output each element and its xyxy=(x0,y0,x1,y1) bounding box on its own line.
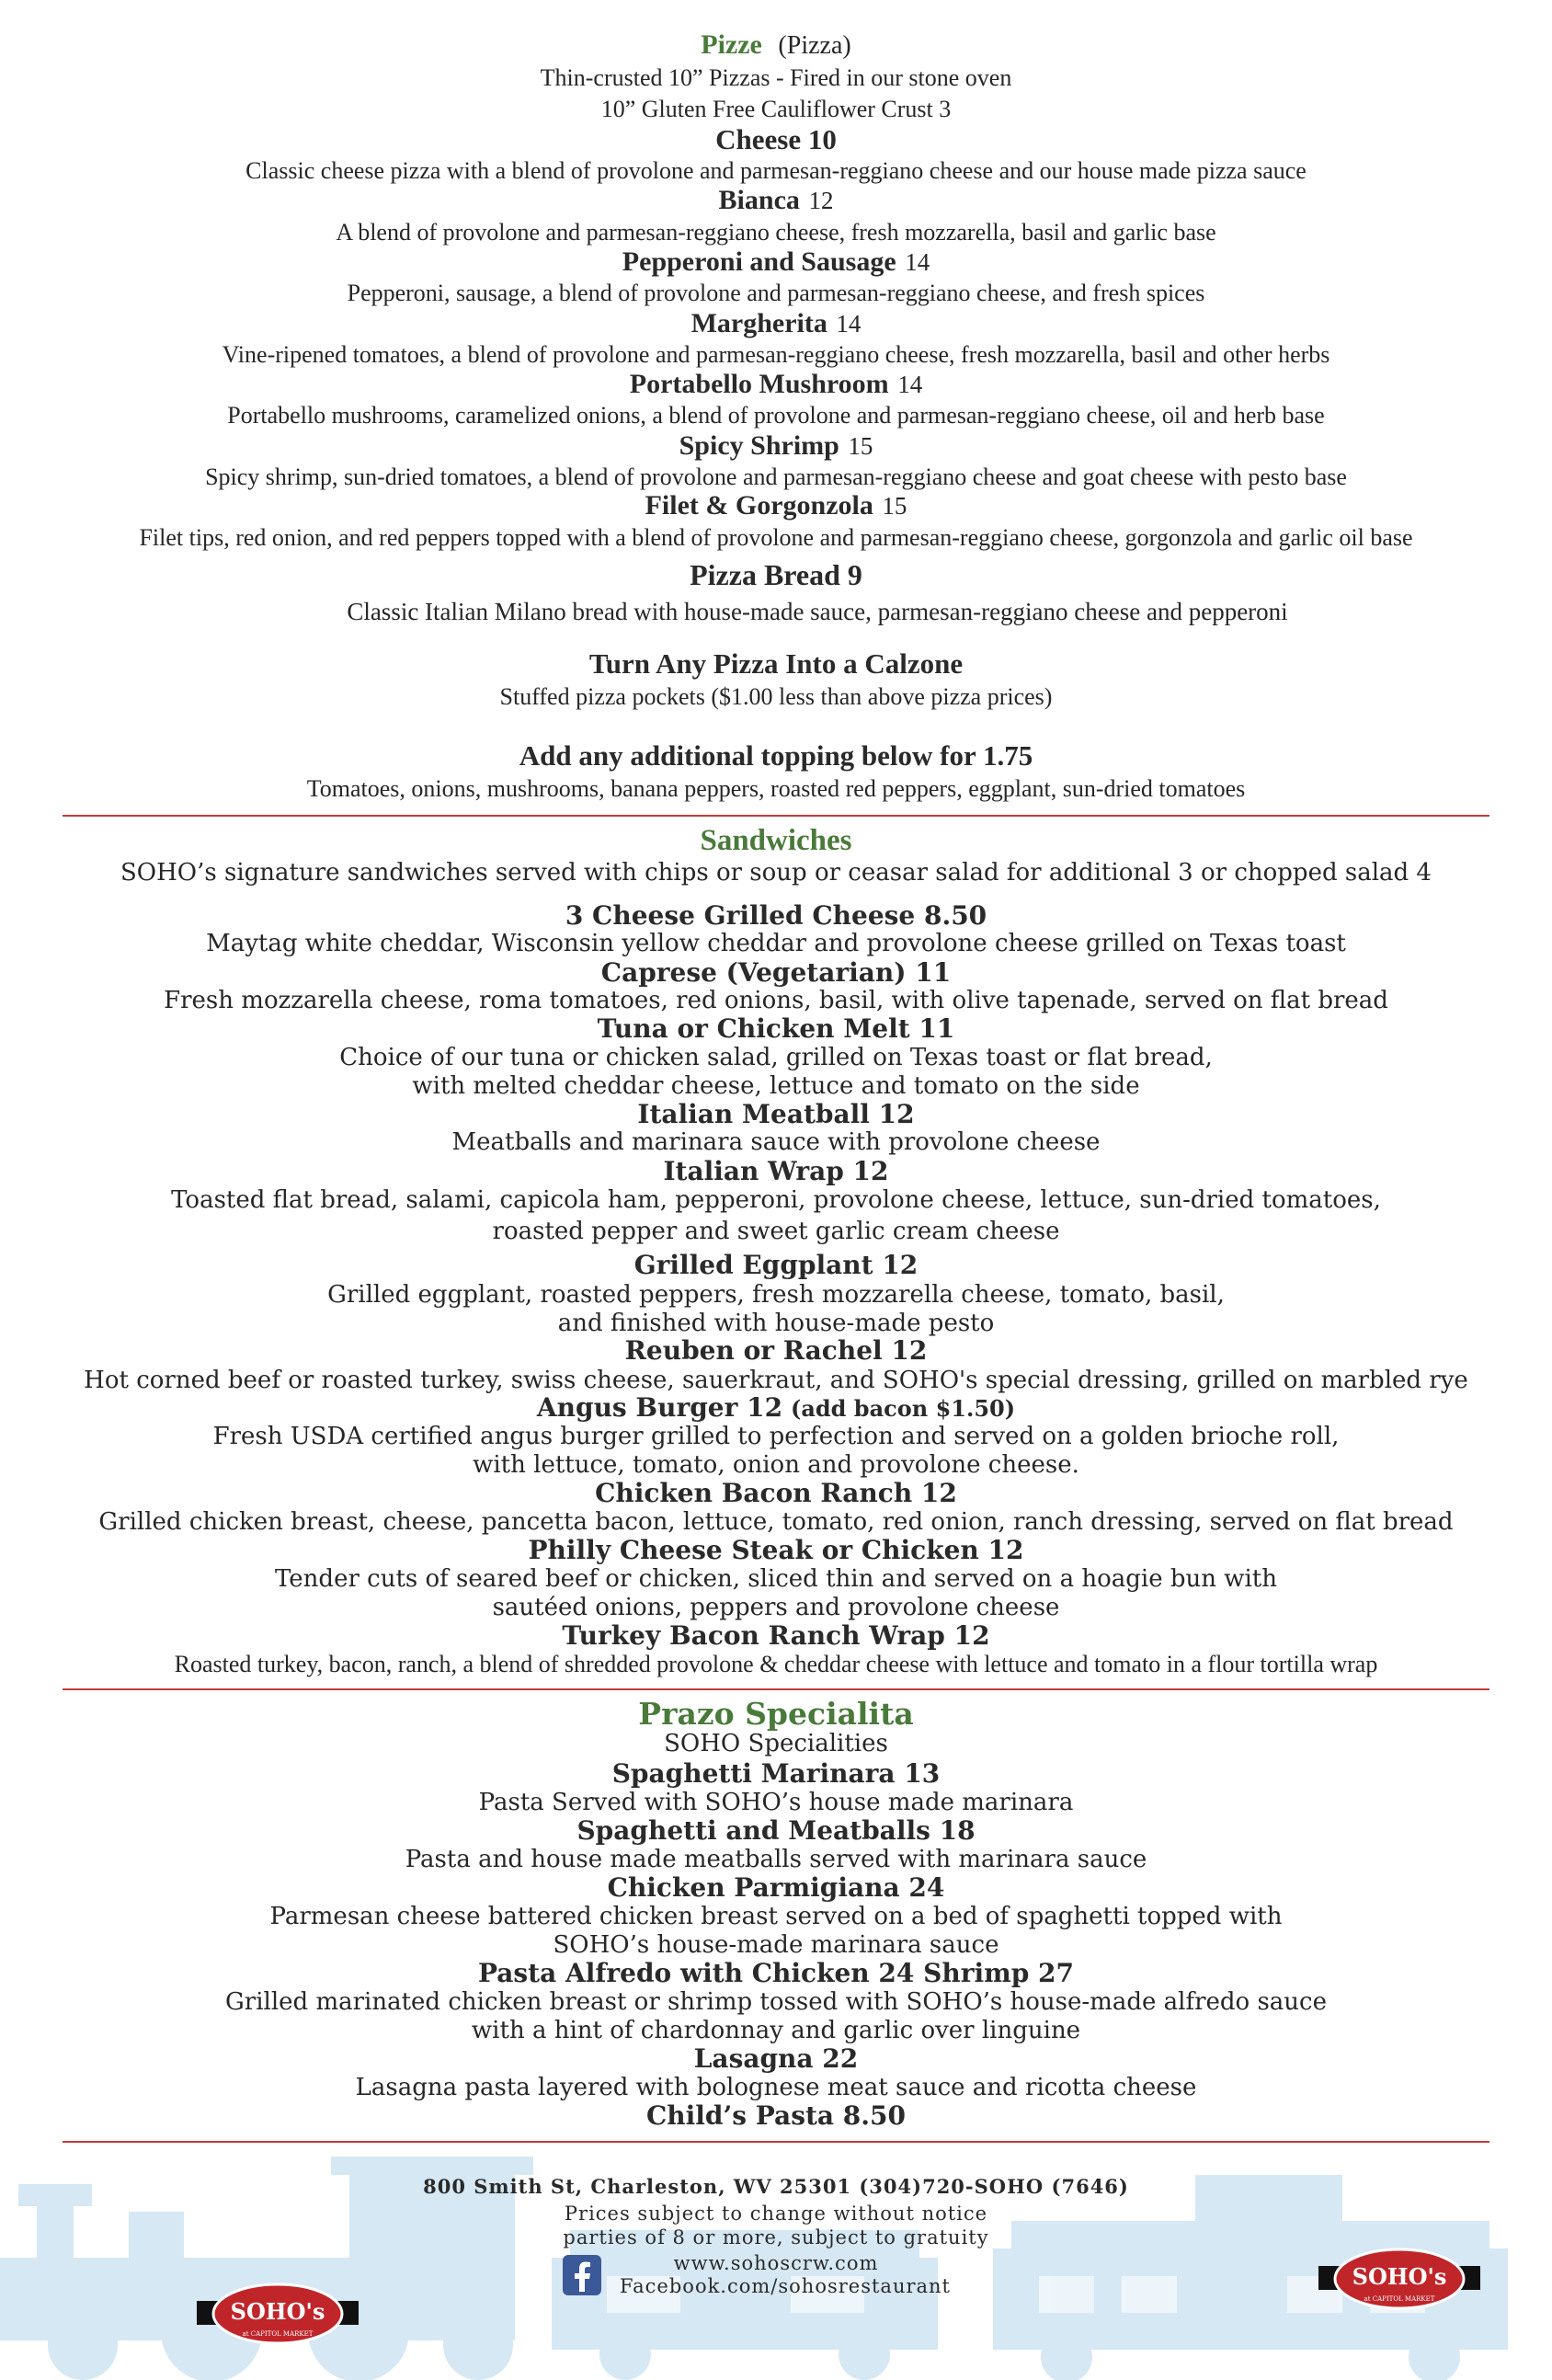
pizza-item-desc: Filet tips, red onion, and red peppers topped with a blend of provolone and parmesan-reggiano cheese, gorgonzola and garlic oil base xyxy=(139,524,1413,551)
sandwich-item-desc: Toasted flat bread, salami, capicola ham, pepperoni, provolone cheese, lettuce, sun-dried tomatoes, xyxy=(171,1186,1381,1214)
sandwich-item-desc: sautéed onions, peppers and provolone cheese xyxy=(492,1594,1060,1621)
sandwich-item-desc: Fresh mozzarella cheese, roma tomatoes, red onions, basil, with olive tapenade, served on flat bread xyxy=(164,987,1388,1014)
section-divider xyxy=(63,815,1489,817)
pizza-item-name: Portabello Mushroom 14 xyxy=(629,369,923,399)
topping-title: Add any additional topping below for 1.75 xyxy=(519,739,1033,772)
pizza-item-desc: A blend of provolone and parmesan-reggiano cheese, fresh mozzarella, basil and garlic base xyxy=(336,219,1216,246)
sandwich-item-desc: and finished with house-made pesto xyxy=(557,1310,995,1337)
sandwiches-intro: SOHO’s signature sandwiches served with chips or soup or ceasar salad for additional 3 or chopped salad 4 xyxy=(120,859,1432,887)
sandwich-item-desc: Grilled chicken breast, cheese, pancetta bacon, lettuce, tomato, red onion, ranch dressing, served on flat bread xyxy=(98,1508,1454,1536)
sandwich-item-name: Italian Meatball 12 xyxy=(637,1099,915,1129)
footer-facebook[interactable]: Facebook.com/sohosrestaurant xyxy=(620,2275,951,2297)
soho-logo-right xyxy=(1318,2244,1480,2319)
pizza-item-desc: Classic cheese pizza with a blend of provolone and parmesan-reggiano cheese and our house made pizza sauce xyxy=(245,157,1307,184)
pizza-item-name: Bianca 12 xyxy=(718,185,834,215)
sandwich-item-name: Tuna or Chicken Melt 11 xyxy=(597,1013,955,1044)
topping-desc: Tomatoes, onions, mushrooms, banana peppers, roasted red peppers, eggplant, sun-dried tomatoes xyxy=(306,775,1246,802)
specialita-item-name: Pasta Alfredo with Chicken 24 Shrimp 27 xyxy=(477,1958,1075,1988)
calzone-desc: Stuffed pizza pockets ($1.00 less than above pizza prices) xyxy=(499,683,1053,710)
sandwiches-title: Sandwiches xyxy=(700,824,852,857)
specialita-item-name: Spaghetti and Meatballs 18 xyxy=(576,1815,976,1846)
sandwich-item-desc: Grilled eggplant, roasted peppers, fresh mozzarella cheese, tomato, basil, xyxy=(327,1281,1225,1309)
section-divider xyxy=(63,2141,1489,2143)
sandwich-item-desc: Hot corned beef or roasted turkey, swiss cheese, sauerkraut, and SOHO's special dressing, grilled on marbled rye xyxy=(84,1367,1468,1394)
pizza-intro-1: Thin-crusted 10” Pizzas - Fired in our stone oven xyxy=(540,64,1012,91)
footer-address: 800 Smith St, Charleston, WV 25301 (304)720-SOHO (7646) xyxy=(423,2175,1129,2198)
svg-text:at CAPITOL MARKET: at CAPITOL MARKET xyxy=(242,2330,314,2338)
pizza-bread-desc: Classic Italian Milano bread with house-made sauce, parmesan-reggiano cheese and pepperoni xyxy=(347,598,1288,625)
specialita-item-desc: SOHO’s house-made marinara sauce xyxy=(553,1931,999,1959)
footer-gratuity-note: parties of 8 or more, subject to gratuity xyxy=(563,2226,989,2248)
specialita-item-desc: Lasagna pasta layered with bolognese meat sauce and ricotta cheese xyxy=(355,2074,1197,2101)
sandwich-item-name: Grilled Eggplant 12 xyxy=(633,1250,919,1280)
footer-website[interactable]: www.sohoscrw.com xyxy=(673,2252,879,2274)
footer-prices-note: Prices subject to change without notice xyxy=(564,2203,988,2225)
facebook-icon[interactable] xyxy=(563,2255,601,2295)
specialita-item-name: Lasagna 22 xyxy=(693,2043,859,2074)
specialita-item-name: Spaghetti Marinara 13 xyxy=(611,1758,941,1789)
sandwich-item-desc: Roasted turkey, bacon, ranch, a blend of shredded provolone & cheddar cheese with lettuce and tomato in a flour tortilla wrap xyxy=(174,1651,1378,1677)
specialita-item-name: Child’s Pasta 8.50 xyxy=(646,2100,906,2131)
pizza-intro-2: 10” Gluten Free Cauliflower Crust 3 xyxy=(600,96,952,122)
sandwich-item-desc: Fresh USDA certified angus burger grilled to perfection and served on a golden brioche roll, xyxy=(212,1423,1340,1450)
section-divider xyxy=(63,1688,1489,1690)
svg-text:SOHO's: SOHO's xyxy=(1352,2263,1447,2290)
pizza-item-name: Filet & Gorgonzola 15 xyxy=(645,490,907,521)
sandwich-item-name: Chicken Bacon Ranch 12 xyxy=(595,1478,957,1508)
pizza-subtitle: (Pizza) xyxy=(778,31,851,60)
pizza-item-name: Margherita 14 xyxy=(690,308,862,338)
sandwich-item-desc: Maytag white cheddar, Wisconsin yellow cheddar and provolone cheese grilled on Texas toast xyxy=(206,930,1346,957)
sandwich-item-name: Angus Burger 12 (add bacon $1.50) xyxy=(536,1392,1016,1423)
sandwich-item-desc: roasted pepper and sweet garlic cream cheese xyxy=(492,1218,1060,1245)
pizza-section-title xyxy=(0,31,1552,59)
specialita-title: Prazo Specialita xyxy=(638,1696,914,1732)
pizza-item-name: Pepperoni and Sausage 14 xyxy=(622,246,930,277)
svg-text:SOHO's: SOHO's xyxy=(230,2298,325,2325)
pizza-item-name: Spicy Shrimp 15 xyxy=(679,430,873,461)
pizza-title: Pizze xyxy=(701,29,762,60)
sandwich-item-desc: Choice of our tuna or chicken salad, grilled on Texas toast or flat bread, xyxy=(339,1044,1213,1071)
sandwich-item-name: 3 Cheese Grilled Cheese 8.50 xyxy=(565,900,987,931)
pizza-bread-title: Pizza Bread 9 xyxy=(690,558,862,591)
sandwich-item-desc: with lettuce, tomato, onion and provolone cheese. xyxy=(473,1451,1079,1479)
sandwich-item-name: Italian Wrap 12 xyxy=(663,1156,889,1186)
sandwich-item-name: Philly Cheese Steak or Chicken 12 xyxy=(528,1535,1024,1565)
sandwich-item-desc: Meatballs and marinara sauce with provolone cheese xyxy=(451,1128,1101,1156)
specialita-item-desc: Parmesan cheese battered chicken breast served on a bed of spaghetti topped with xyxy=(269,1903,1283,1930)
sandwich-item-desc: Tender cuts of seared beef or chicken, sliced thin and served on a hoagie bun with xyxy=(274,1565,1278,1593)
specialita-subtitle: SOHO Specialities xyxy=(664,1730,888,1757)
specialita-item-name: Chicken Parmigiana 24 xyxy=(607,1872,945,1903)
svg-text:at CAPITOL MARKET: at CAPITOL MARKET xyxy=(1364,2295,1435,2303)
pizza-item-desc: Pepperoni, sausage, a blend of provolone and parmesan-reggiano cheese, and fresh spices xyxy=(347,280,1205,306)
soho-logo-left xyxy=(197,2279,359,2354)
calzone-title: Turn Any Pizza Into a Calzone xyxy=(588,647,964,680)
sandwich-item-name: Turkey Bacon Ranch Wrap 12 xyxy=(562,1620,990,1651)
specialita-item-desc: Grilled marinated chicken breast or shrimp tossed with SOHO’s house-made alfredo sauce xyxy=(225,1988,1327,2016)
sandwich-item-name: Reuben or Rachel 12 xyxy=(624,1335,928,1366)
sandwich-item-name: Caprese (Vegetarian) 11 xyxy=(600,957,952,988)
specialita-item-desc: Pasta Served with SOHO’s house made marinara xyxy=(478,1789,1074,1816)
pizza-item-name: Cheese 10 xyxy=(715,123,837,155)
sandwich-item-desc: with melted cheddar cheese, lettuce and tomato on the side xyxy=(412,1072,1140,1100)
specialita-item-desc: with a hint of chardonnay and garlic over linguine xyxy=(471,2017,1081,2044)
pizza-item-desc: Spicy shrimp, sun-dried tomatoes, a blend of provolone and parmesan-reggiano cheese and goat cheese with pesto base xyxy=(205,463,1347,490)
specialita-item-desc: Pasta and house made meatballs served with marinara sauce xyxy=(405,1846,1147,1873)
pizza-item-desc: Vine-ripened tomatoes, a blend of provolone and parmesan-reggiano cheese, fresh mozzarella, basil and other herbs xyxy=(222,341,1330,368)
pizza-item-desc: Portabello mushrooms, caramelized onions, a blend of provolone and parmesan-reggiano cheese, oil and herb base xyxy=(227,402,1325,429)
